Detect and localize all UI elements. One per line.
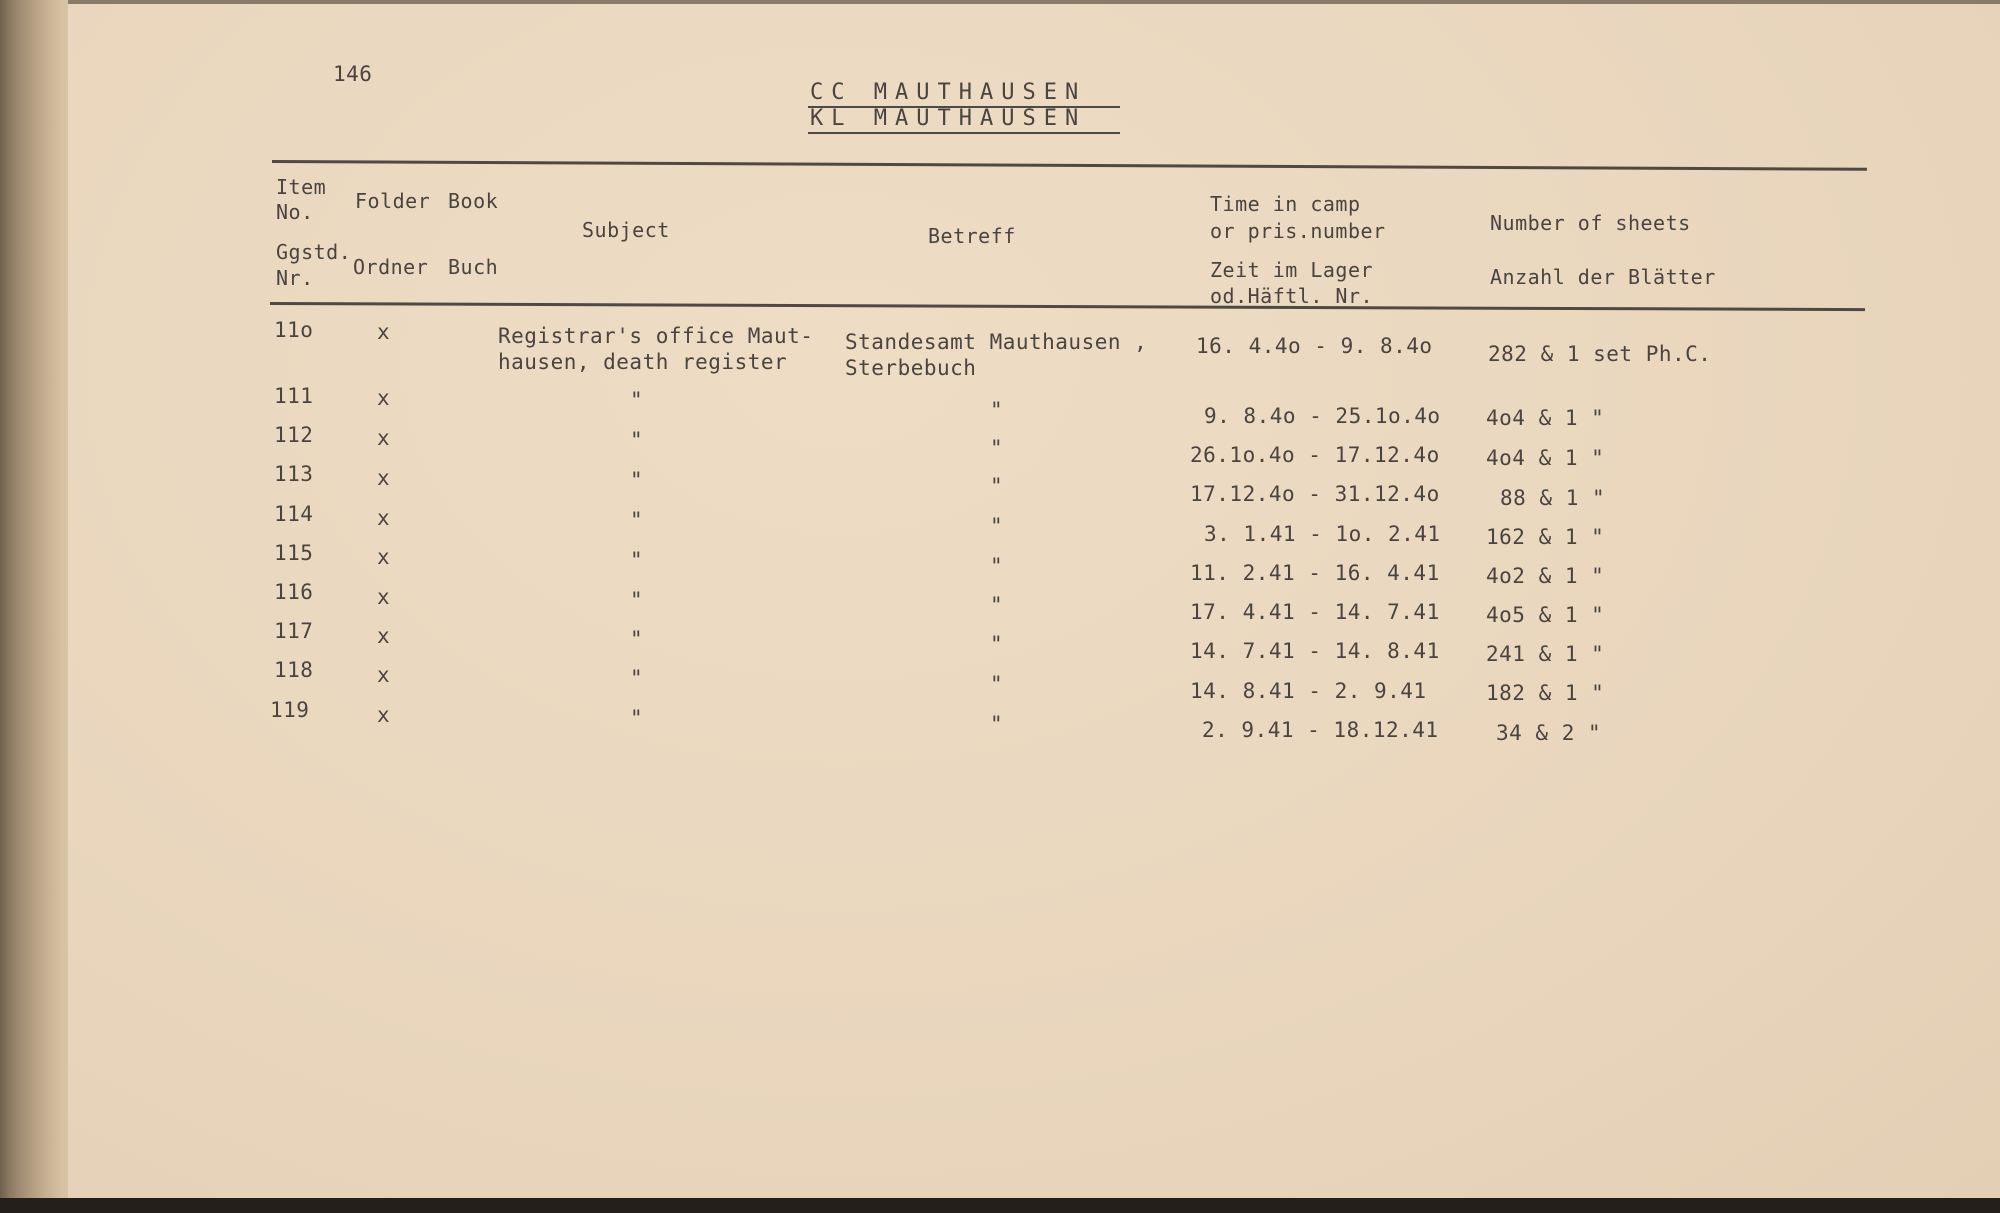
row-subject-ditto: " [630, 706, 644, 730]
row-betreff-1: Standesamt Mauthausen , [845, 330, 1148, 354]
row-subject-ditto: " [630, 388, 644, 412]
row-item: 119 [270, 698, 310, 722]
row-betreff-ditto: " [990, 632, 1004, 656]
row-time: 16. 4.4o - 9. 8.4o [1196, 334, 1433, 358]
row-betreff-ditto: " [990, 593, 1004, 617]
row-betreff-2: Sterbebuch [845, 356, 977, 380]
row-subject-1: Registrar's office Maut- [498, 324, 814, 348]
row-folder-mark: x [377, 386, 391, 410]
row-folder-mark: x [377, 506, 391, 530]
row-time: 17.12.4o - 31.12.4o [1190, 482, 1440, 506]
row-betreff-ditto: " [990, 436, 1004, 460]
row-folder-mark: x [377, 426, 391, 450]
row-sheets: 34 & 2 " [1496, 721, 1602, 745]
row-folder-mark: x [377, 320, 391, 344]
col-folder-en: Folder [355, 189, 431, 213]
col-item-no-de-1: Ggstd. [276, 240, 352, 264]
col-item-no-en-1: Item [276, 175, 327, 199]
row-subject-ditto: " [630, 588, 644, 612]
row-subject-2: hausen, death register [498, 350, 788, 374]
row-betreff-ditto: " [990, 398, 1004, 422]
row-folder-mark: x [377, 663, 391, 687]
row-item: 111 [274, 384, 314, 408]
col-betreff: Betreff [928, 224, 1016, 248]
row-sheets: 4o2 & 1 " [1486, 564, 1605, 588]
row-folder-mark: x [377, 466, 391, 490]
row-sheets: 241 & 1 " [1486, 642, 1605, 666]
row-sheets: 282 & 1 set Ph.C. [1488, 342, 1712, 366]
row-subject-ditto: " [630, 428, 644, 452]
row-subject-ditto: " [630, 627, 644, 651]
row-item: 114 [274, 502, 314, 526]
row-item: 11o [274, 318, 314, 342]
row-time: 26.1o.4o - 17.12.4o [1190, 443, 1440, 467]
row-sheets: 4o4 & 1 " [1486, 446, 1605, 470]
row-time: 9. 8.4o - 25.1o.4o [1204, 404, 1441, 428]
title-english: CC MAUTHAUSEN [810, 80, 1087, 105]
row-item: 117 [274, 619, 314, 643]
col-book-de: Buch [448, 255, 499, 279]
row-subject-ditto: " [630, 548, 644, 572]
book-spine [0, 0, 70, 1213]
row-item: 115 [274, 541, 314, 565]
row-subject-ditto: " [630, 468, 644, 492]
row-item: 112 [274, 423, 314, 447]
col-time-en-1: Time in camp [1210, 192, 1361, 216]
row-time: 17. 4.41 - 14. 7.41 [1190, 600, 1440, 624]
row-time: 11. 2.41 - 16. 4.41 [1190, 561, 1440, 585]
row-item: 113 [274, 462, 314, 486]
page-number: 146 [333, 62, 373, 86]
page-bottom-edge [0, 1198, 2000, 1213]
row-sheets: 182 & 1 " [1486, 681, 1605, 705]
row-time: 14. 7.41 - 14. 8.41 [1190, 639, 1440, 663]
col-item-no-en-2: No. [276, 200, 314, 224]
row-subject-ditto: " [630, 666, 644, 690]
row-time: 14. 8.41 - 2. 9.41 [1190, 679, 1427, 703]
row-sheets: 4o4 & 1 " [1486, 406, 1605, 430]
col-sheets-en: Number of sheets [1490, 211, 1691, 235]
row-time: 2. 9.41 - 18.12.41 [1202, 718, 1439, 742]
row-folder-mark: x [377, 703, 391, 727]
col-time-en-2: or pris.number [1210, 219, 1386, 243]
row-sheets: 4o5 & 1 " [1486, 603, 1605, 627]
col-subject: Subject [582, 218, 670, 242]
row-betreff-ditto: " [990, 514, 1004, 538]
row-sheets: 88 & 1 " [1500, 486, 1606, 510]
row-folder-mark: x [377, 624, 391, 648]
row-time: 3. 1.41 - 1o. 2.41 [1204, 522, 1441, 546]
col-book-en: Book [448, 189, 499, 213]
row-subject-ditto: " [630, 508, 644, 532]
row-item: 116 [274, 580, 314, 604]
col-time-de-2: od.Häftl. Nr. [1210, 284, 1374, 308]
col-item-no-de-2: Nr. [276, 266, 314, 290]
row-betreff-ditto: " [990, 672, 1004, 696]
col-folder-de: Ordner [353, 255, 429, 279]
col-time-de-1: Zeit im Lager [1210, 258, 1374, 282]
document-page [68, 4, 2000, 1201]
row-folder-mark: x [377, 545, 391, 569]
row-sheets: 162 & 1 " [1486, 525, 1605, 549]
row-betreff-ditto: " [990, 474, 1004, 498]
title-german: KL MAUTHAUSEN [810, 106, 1087, 131]
row-betreff-ditto: " [990, 554, 1004, 578]
title-underline-2 [808, 132, 1120, 134]
row-item: 118 [274, 658, 314, 682]
row-betreff-ditto: " [990, 712, 1004, 736]
row-folder-mark: x [377, 585, 391, 609]
col-sheets-de: Anzahl der Blätter [1490, 265, 1716, 289]
